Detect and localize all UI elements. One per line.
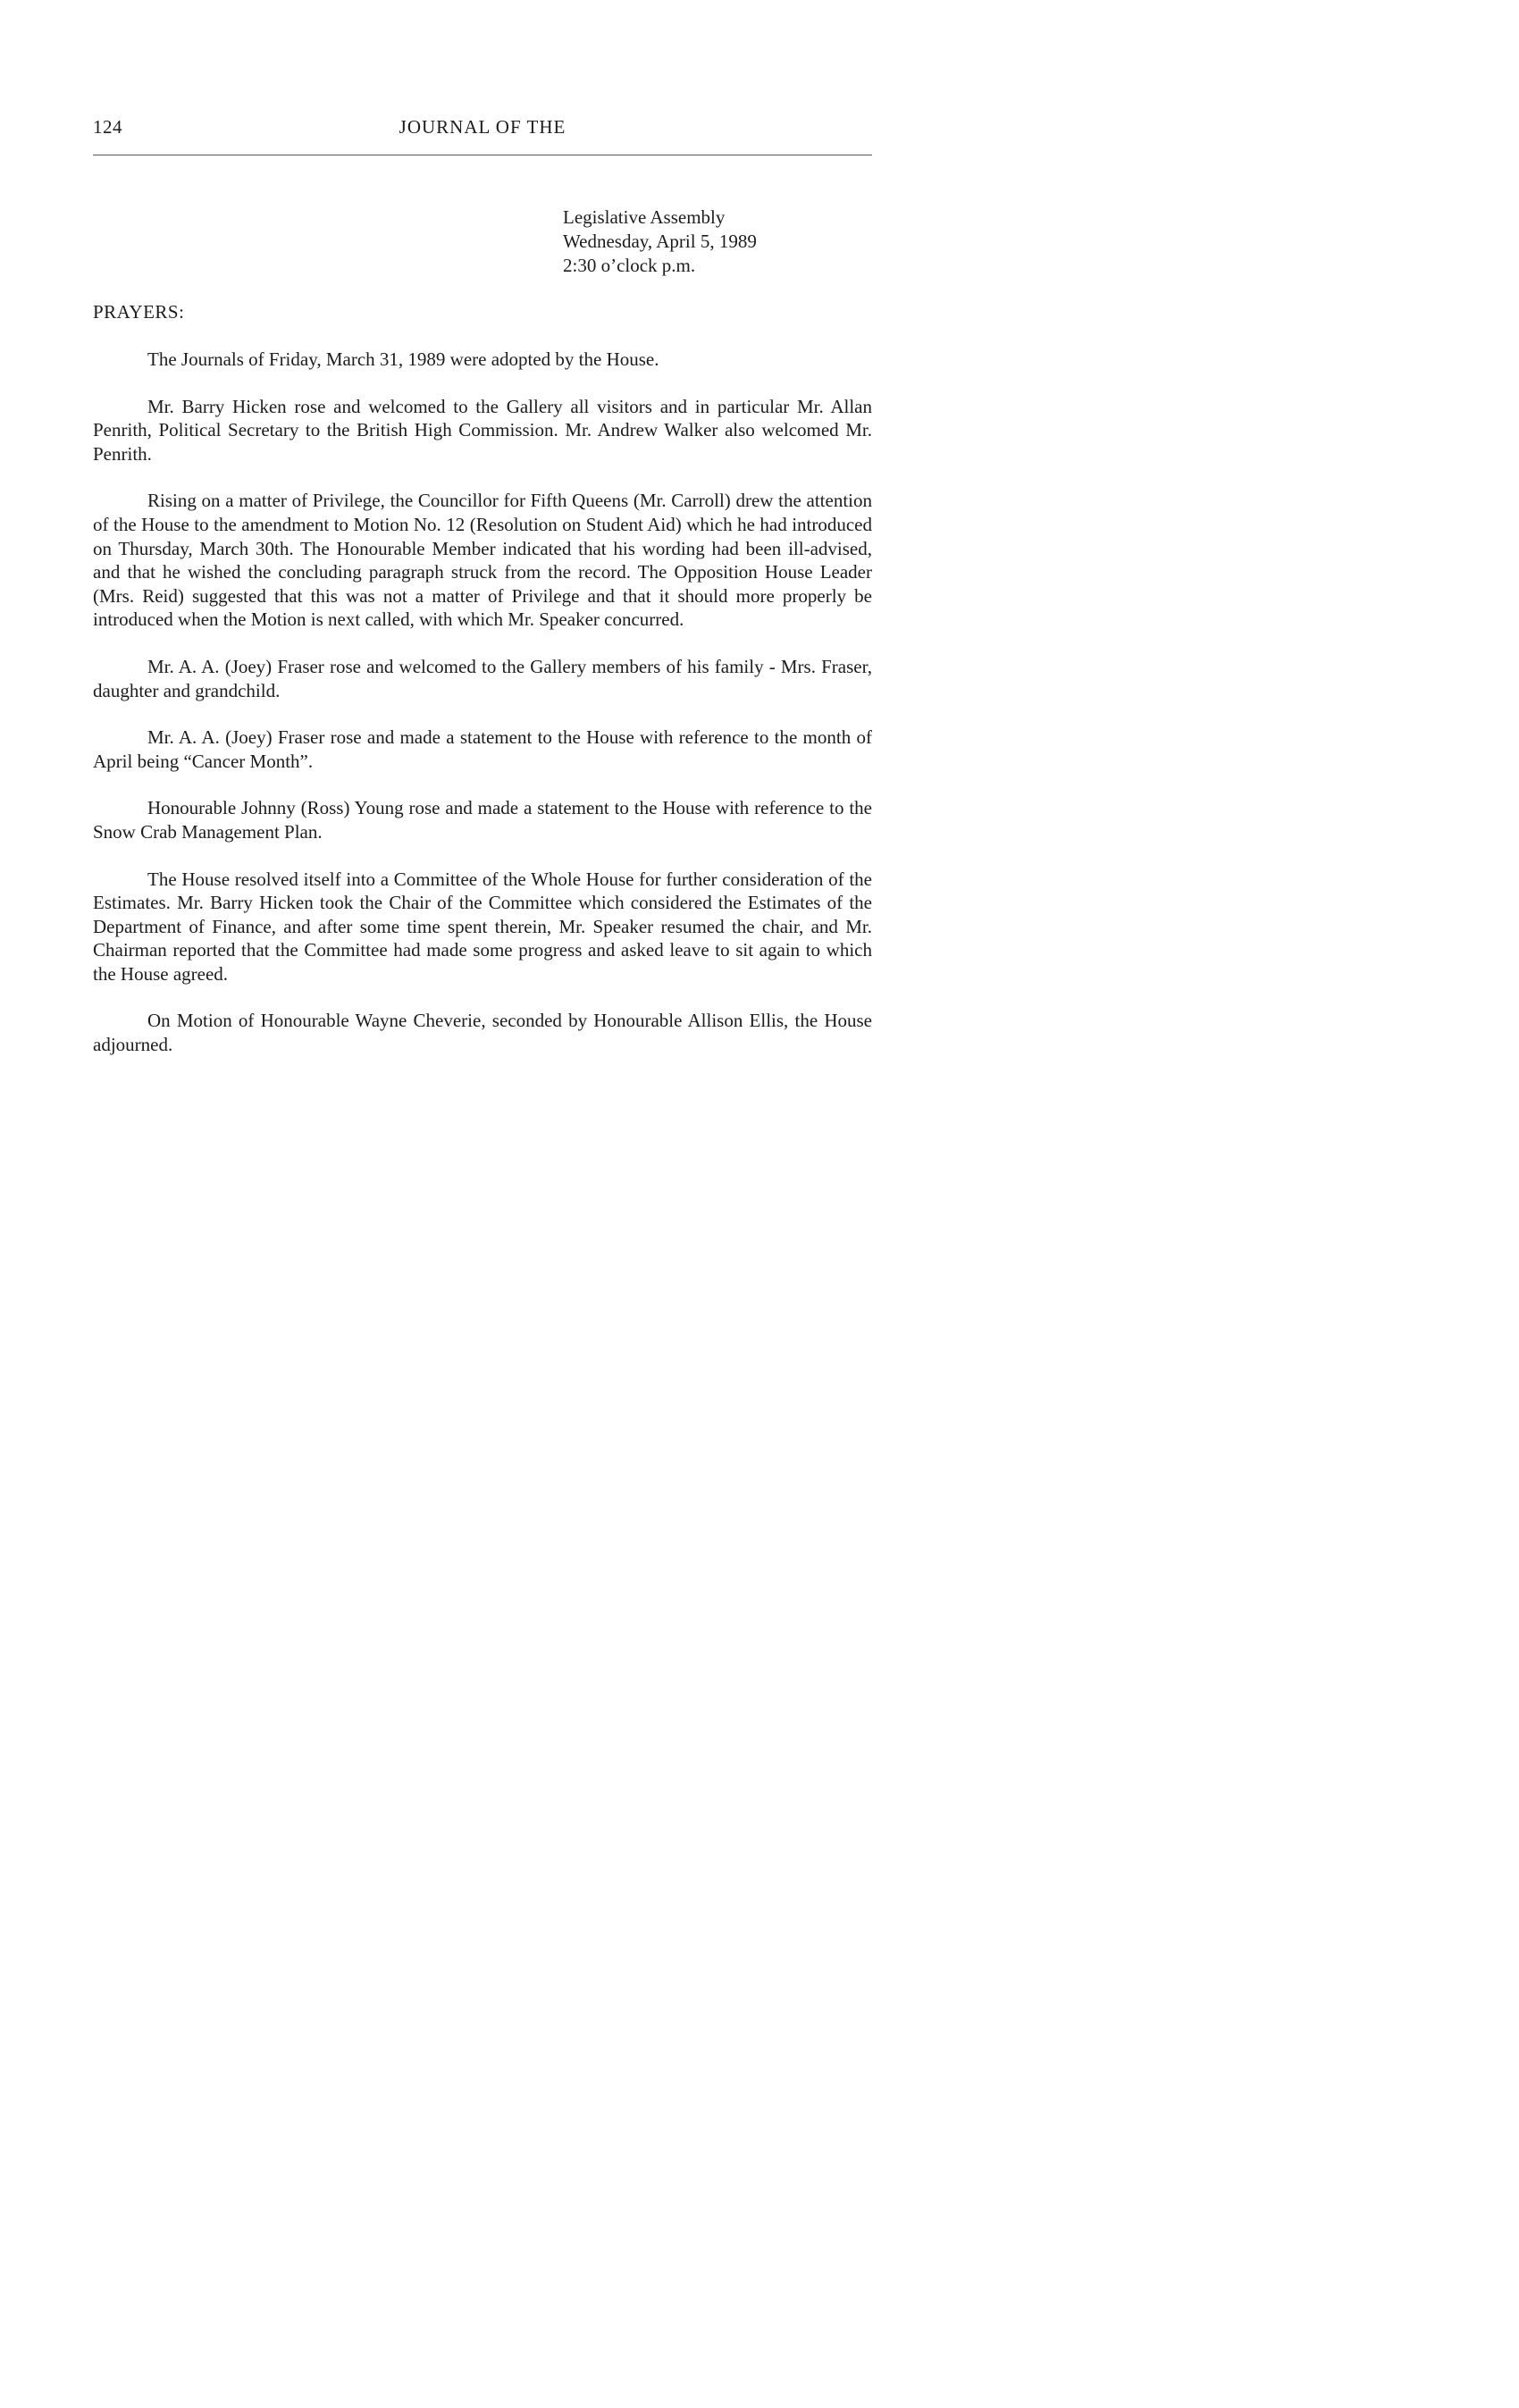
journal-body <box>93 348 872 1080</box>
paragraph-fraser-statement: Mr. A. A. (Joey) Fraser rose and made a statement to the House with reference to the month of April being “Cancer Month”. <box>93 726 872 772</box>
paragraph-journals-adopted: The Journals of Friday, March 31, 1989 were adopted by the House. <box>147 348 659 370</box>
paragraph-committee: The House resolved itself into a Committee of the Whole House for further consideration of the Estimates. Mr. Barry Hicken took the Chair of the Committee which considered the Estimates of the Department of Finance, and after some time spent therein, Mr. Speaker resumed the chair, and Mr. Chairman reported that the Committee had made some progress and asked leave to sit again to which the House agreed. <box>93 868 872 985</box>
paragraph-adjournment: On Motion of Honourable Wayne Cheverie, seconded by Honourable Allison Ellis, the House adjourned. <box>93 1010 872 1056</box>
dateline-time: 2:30 o’clock p.m. <box>563 255 696 276</box>
prayers-heading: PRAYERS: <box>93 301 185 323</box>
dateline-assembly: Legislative Assembly <box>563 206 726 228</box>
running-head: JOURNAL OF THE <box>399 116 566 138</box>
page-number: 124 <box>93 116 122 138</box>
dateline-date: Wednesday, April 5, 1989 <box>563 231 757 252</box>
dateline <box>563 206 757 278</box>
paragraph-privilege: Rising on a matter of Privilege, the Councillor for Fifth Queens (Mr. Carroll) drew the attention of the House to the amendment to Motion No. 12 (Resolution on Student Aid) which he had introduced on Thursday, March 30th. The Honourable Member indicated that his wording had been ill-advised, and that he wished the concluding paragraph struck from the record. The Opposition House Leader (Mrs. Reid) suggested that this was not a matter of Privilege and that it should more properly be introduced when the Motion is next called, with which Mr. Speaker concurred. <box>93 490 872 631</box>
paragraph-young-statement: Honourable Johnny (Ross) Young rose and made a statement to the House with reference to the Snow Crab Management Plan. <box>93 797 872 843</box>
paragraph-hicken-welcome: Mr. Barry Hicken rose and welcomed to the Gallery all visitors and in particular Mr. Allan Penrith, Political Secretary to the British High Commission. Mr. Andrew Walker also welcomed Mr. Penrith. <box>93 395 872 465</box>
paragraph-fraser-welcome: Mr. A. A. (Joey) Fraser rose and welcomed to the Gallery members of his family - Mrs. Fraser, daughter and grandchild. <box>93 655 872 701</box>
